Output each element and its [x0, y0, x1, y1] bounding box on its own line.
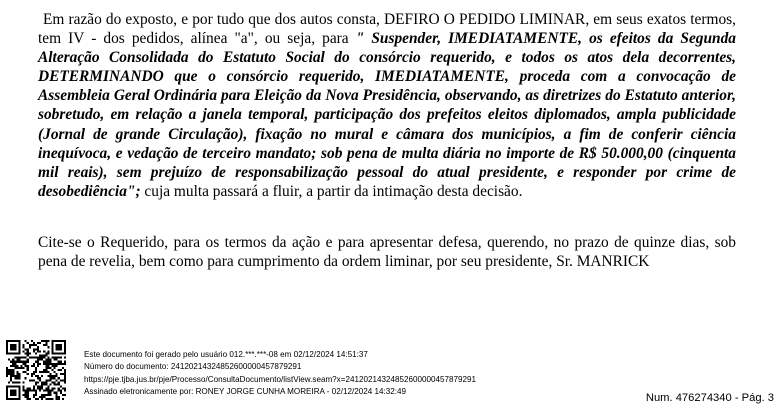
qr-code-icon[interactable]: [6, 340, 66, 400]
decision-closing-text: cuja multa passará a fluir, a partir da intimação desta decisão.: [140, 182, 523, 200]
signed-by-line: Assinado eletronicamente por: RONEY JORGE CUNHA MOREIRA - 02/12/2024 14:32:49: [84, 386, 406, 396]
document-number-line: Número do documento: 24120214324852600000457879291: [84, 362, 302, 372]
page-number: Num. 476274340 - Pág. 3: [645, 392, 774, 404]
signature-footer: [84, 349, 476, 398]
citation-paragraph: Cite-se o Requerido, para os termos da ação e para apresentar defesa, querendo, no prazo de quinze dias, sob pena de revelia, bem como para cumprimento da ordem liminar, por seu presidente, Sr. MANRICK: [38, 234, 736, 271]
generated-by-line: Este documento foi gerado pelo usuário 012.***.***-08 em 02/12/2024 14:51:37: [84, 350, 368, 359]
decision-paragraph: [38, 10, 736, 201]
decision-order-text: " Suspender, IMEDIATAMENTE, os efeitos da Segunda Alteração Consolidada do Estatuto Social do consórcio requerido, e todos os atos dela decorrentes, DETERMINANDO que o consórcio requerido, IMEDIATAMENTE, proceda com a convocação de Assembleia Geral Ordinária para Eleição da Nova Presidência, observando, as diretrizes do Estatuto anterior, sobretudo, em relação a janela temporal, participação dos prefeitos eleitos diplomados, ampla publicidade (Jornal de grande Circulação), fixação no mural e câmara dos municípios, a fim de conferir ciência inequívoca, e vedação de terceiro mandato; sob pena de multa diária no importe de R$ 50.000,00 (cinquenta mil reais), sem prejuízo de responsabilização pessoal do atual presidente, e responder por crime de desobediência";: [38, 30, 737, 200]
decision-intro-text: Em razão do exposto, e por tudo que dos autos consta, DEFIRO O PEDIDO LIMINAR, em seus exatos termos, tem IV - dos pedidos, alínea "a", ou seja, para: [38, 11, 736, 48]
document-url-link[interactable]: https://pje.tjba.jus.br/pje/Processo/ConsultaDocumento/listView.seam?x=24120214324852600000457879291: [84, 374, 476, 384]
